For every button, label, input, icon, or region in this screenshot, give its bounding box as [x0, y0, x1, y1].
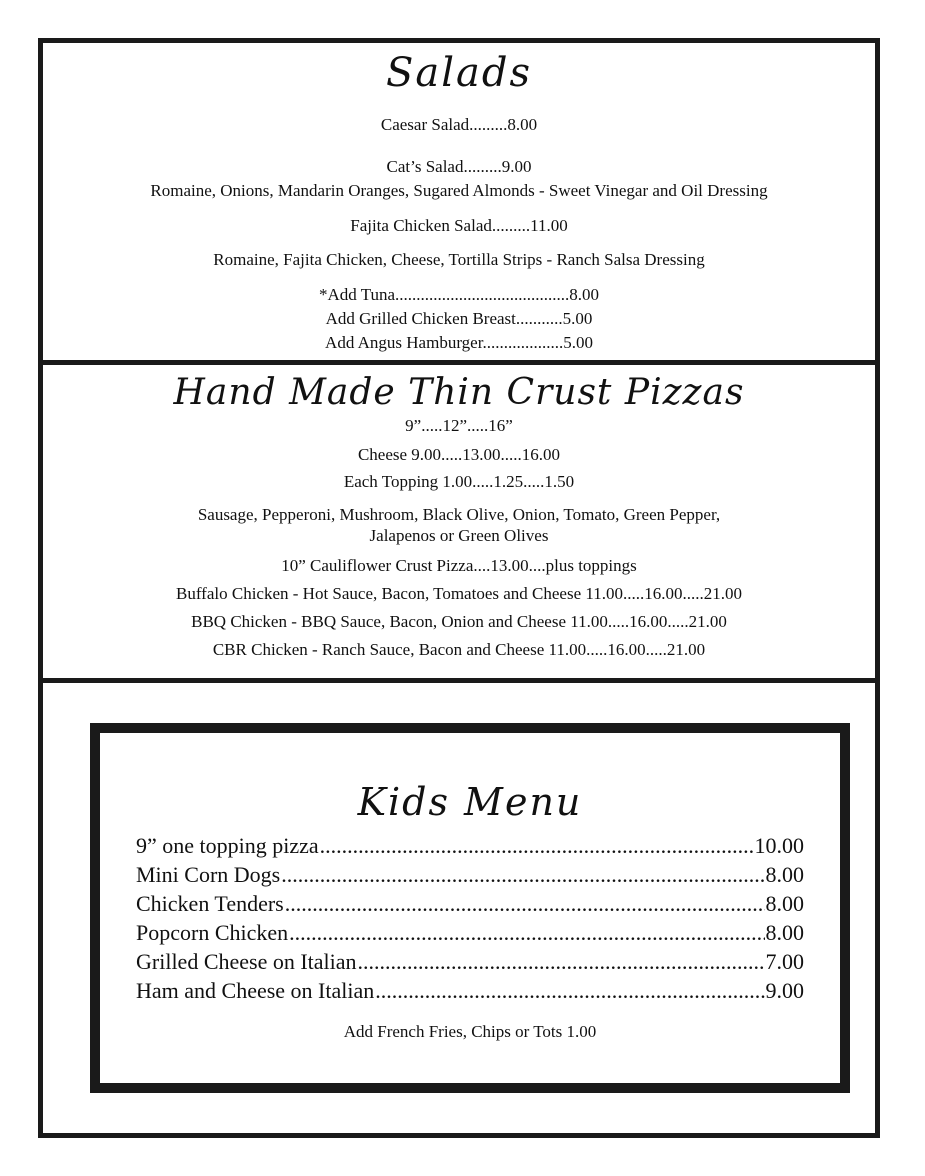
- menu-frame: [38, 38, 880, 1138]
- kids-item-price: 8.00: [765, 920, 804, 945]
- kids-menu-item: [136, 831, 804, 860]
- dot-leader: [375, 976, 764, 1005]
- pizzas-section: [43, 365, 875, 678]
- caesar-salad-item: Caesar Salad.........8.00: [380, 115, 538, 134]
- kids-item-price: 8.00: [765, 862, 804, 887]
- dot-leader: [289, 918, 764, 947]
- dot-leader: [281, 860, 764, 889]
- toppings-list-line-2: Jalapenos or Green Olives: [369, 526, 549, 545]
- dot-leader: [358, 947, 765, 976]
- toppings-list: [43, 504, 875, 546]
- kids-menu-item: [136, 947, 804, 976]
- each-topping-price: Each Topping 1.00.....1.25.....1.50: [343, 472, 575, 491]
- kids-item-price: 8.00: [765, 891, 804, 916]
- fajita-chicken-salad-item: Fajita Chicken Salad.........11.00: [350, 216, 568, 235]
- salads-heading: Salads: [385, 50, 533, 96]
- kids-menu-item: [136, 976, 804, 1005]
- kids-menu-list: [136, 831, 804, 1005]
- cbr-chicken-pizza-item: CBR Chicken - Ranch Sauce, Bacon and Cheese 11.00.....16.00.....21.00: [212, 640, 706, 659]
- add-angus-hamburger-item: Add Angus Hamburger...................5.00: [325, 333, 593, 352]
- kids-menu-item: [136, 918, 804, 947]
- kids-item-name: Chicken Tenders: [136, 891, 284, 916]
- bbq-chicken-pizza-item: BBQ Chicken - BBQ Sauce, Bacon, Onion and Cheese 11.00.....16.00.....21.00: [191, 612, 727, 631]
- kids-item-name: Mini Corn Dogs: [136, 862, 281, 887]
- kids-item-name: Popcorn Chicken: [136, 920, 289, 945]
- kids-item-price: 7.00: [765, 949, 804, 974]
- cauliflower-crust-item: 10” Cauliflower Crust Pizza....13.00....plus toppings: [281, 556, 637, 575]
- cats-salad-item: Cat’s Salad.........9.00: [386, 157, 532, 176]
- kids-item-price: 10.00: [754, 833, 804, 858]
- add-tuna-item: *Add Tuna.........................................8.00: [318, 285, 600, 304]
- kids-menu-item: [136, 889, 804, 918]
- cats-salad-description: Romaine, Onions, Mandarin Oranges, Sugared Almonds - Sweet Vinegar and Oil Dressing: [150, 181, 768, 200]
- kids-item-name: 9” one topping pizza: [136, 833, 319, 858]
- pizzas-heading: Hand Made Thin Crust Pizzas: [173, 372, 745, 413]
- add-grilled-chicken-item: Add Grilled Chicken Breast...........5.00: [325, 309, 593, 328]
- fajita-chicken-salad-description: Romaine, Fajita Chicken, Cheese, Tortilla Strips - Ranch Salsa Dressing: [213, 250, 705, 269]
- kids-menu-heading: Kids Menu: [357, 780, 583, 824]
- toppings-list-line-1: Sausage, Pepperoni, Mushroom, Black Olive, Onion, Tomato, Green Pepper,: [197, 505, 721, 524]
- kids-menu-item: [136, 860, 804, 889]
- dot-leader: [285, 889, 765, 918]
- kids-menu-addon: Add French Fries, Chips or Tots 1.00: [343, 1022, 597, 1041]
- kids-item-name: Ham and Cheese on Italian: [136, 978, 375, 1003]
- kids-menu-box: [90, 723, 850, 1093]
- salads-section: [43, 43, 875, 361]
- cheese-pizza-price: Cheese 9.00.....13.00.....16.00: [357, 445, 561, 464]
- kids-item-price: 9.00: [765, 978, 804, 1003]
- buffalo-chicken-pizza-item: Buffalo Chicken - Hot Sauce, Bacon, Tomatoes and Cheese 11.00.....16.00.....21.00: [175, 584, 742, 603]
- dot-leader: [320, 831, 754, 860]
- kids-item-name: Grilled Cheese on Italian: [136, 949, 357, 974]
- section-divider: [43, 678, 875, 683]
- pizza-sizes: 9”.....12”.....16”: [405, 416, 513, 435]
